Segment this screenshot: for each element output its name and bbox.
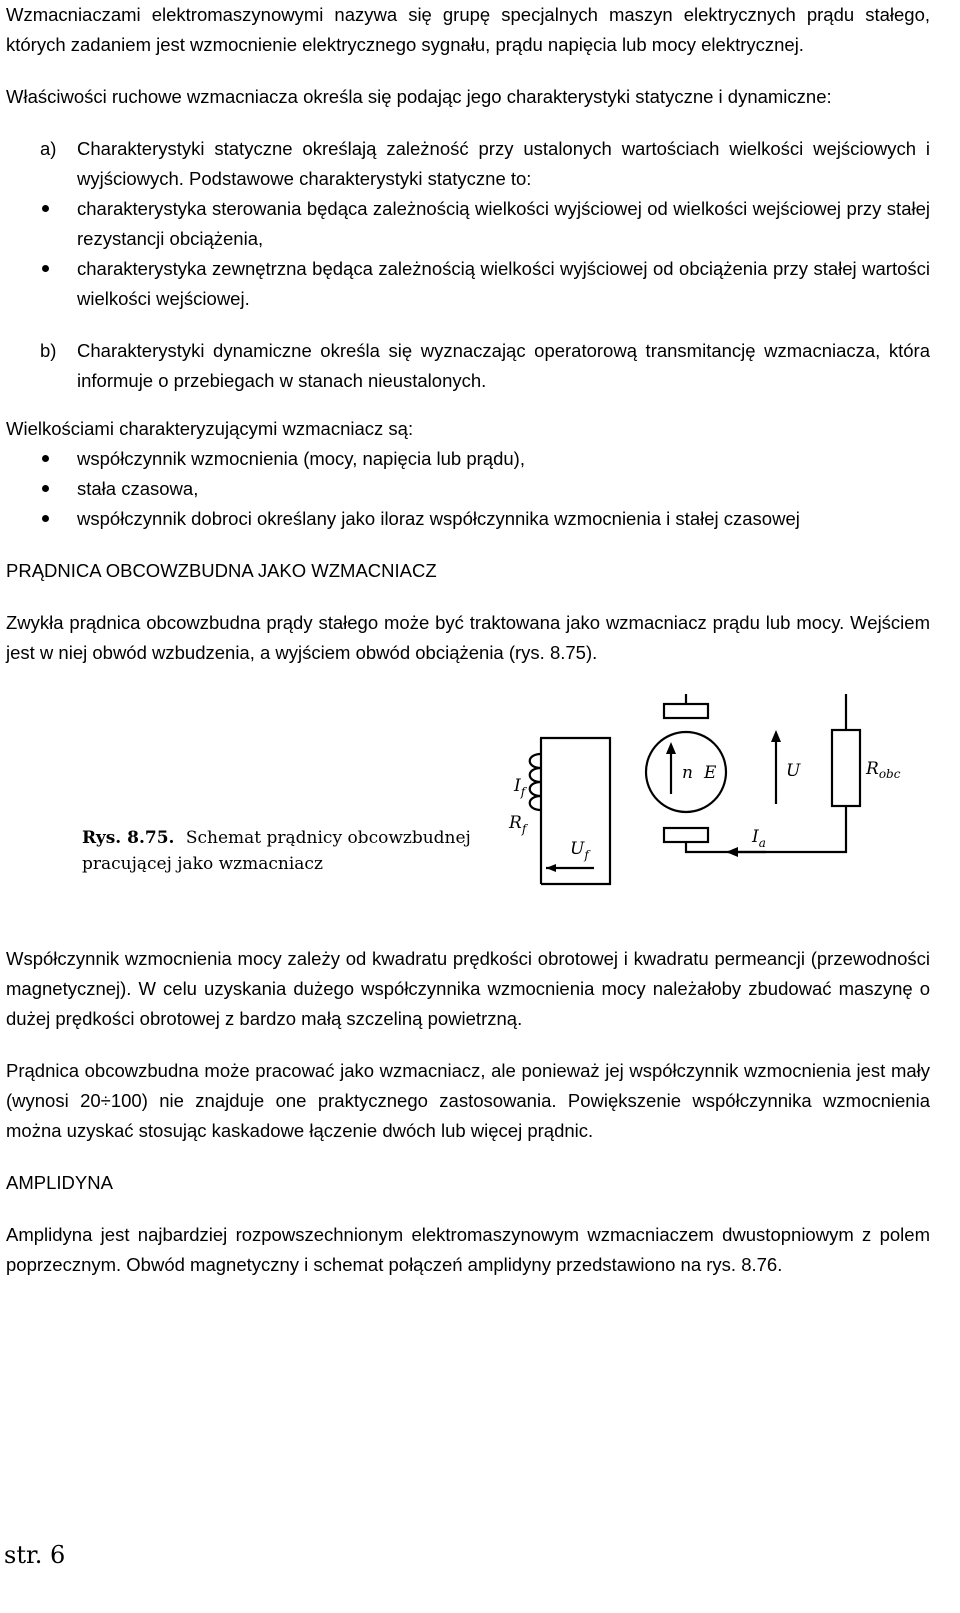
quantities-intro: Wielkościami charakteryzującymi wzmacniacz są: — [6, 418, 414, 439]
intro-paragraph: Wzmacniaczami elektromaszynowymi nazywa się grupę specjalnych maszyn elektrycznych prądu stałego, których zadaniem jest wzmocnienie elektrycznego sygnału, prądu napięcia lub mocy elektrycznej. — [6, 4, 930, 55]
load-resistor — [832, 730, 860, 806]
wire — [686, 806, 846, 852]
excitation-circuit — [530, 738, 610, 884]
generator-paragraph-1: Zwykła prądnica obcowzbudna prądy stałego może być traktowana jako wzmacniacz prądu lub mocy. Wejściem jest w niej obwód wzbudzenia, a wyjściem obwód obciążenia (rys. 8.75). — [6, 612, 930, 663]
figure-8-75 — [6, 694, 930, 930]
dynamic-characteristics — [6, 336, 930, 396]
label-u: U — [786, 761, 801, 781]
page-number: str. 6 — [4, 1541, 66, 1569]
label-e: E — [704, 763, 717, 783]
list-item: charakterystyka zewnętrzna będąca zależnością wielkości wyjściowej od obciążenia przy stałej wartości wielkości wejściowej. — [6, 254, 930, 314]
generator-paragraph-3: Prądnica obcowzbudna może pracować jako wzmacniacz, ale ponieważ jej współczynnik wzmocnienia jest mały (wynosi 20÷100) nie znajduje one praktycznego zastosowania. Powiększenie współczynnika wzmocnienia można uzyskać stosując kaskadowe łączenie dwóch lub więcej prądnic. — [6, 1060, 930, 1141]
bullet-icon — [6, 474, 77, 504]
wire — [686, 694, 846, 730]
label-rf: $R_f$ — [509, 813, 527, 836]
label-n: n — [682, 763, 693, 783]
list-label-a: a) — [40, 138, 57, 159]
static-characteristics — [6, 134, 930, 194]
generator-paragraph-2: Współczynnik wzmocnienia mocy zależy od kwadratu prędkości obrotowej i kwadratu permeancji (przewodności magnetycznej). W celu uzyskania dużego współczynnika wzmocnienia mocy należałoby zbudować maszynę o dużej prędkości obrotowej z bardzo małą szczeliną powietrzną. — [6, 948, 930, 1029]
properties-intro: Właściwości ruchowe wzmacniacza określa się podając jego charakterystyki statyczne i dynamiczne: — [6, 86, 832, 107]
list-item: stała czasowa, — [6, 474, 930, 504]
figure-caption-line2: pracującej jako wzmacniacz — [82, 854, 323, 874]
list-label-b: b) — [40, 340, 57, 361]
quantities-list — [6, 444, 930, 534]
bullet-icon — [6, 504, 77, 534]
bullet-icon — [6, 444, 77, 474]
section-heading-amplidyne: AMPLIDYNA — [6, 1172, 113, 1193]
ia-arrow-head — [726, 847, 738, 857]
dynamic-text: Charakterystyki dynamiczne określa się wyznaczając operatorową transmitancję wzmacniacza, która informuje o przebiegach w stanach nieustalonych. — [77, 340, 930, 391]
figure-caption-line1: Rys. 8.75. Schemat prądnicy obcowzbudnej — [82, 828, 471, 848]
label-if: $I_f$ — [514, 776, 526, 799]
brush-top — [664, 704, 708, 718]
u-arrow-head — [771, 730, 781, 742]
circuit-diagram — [6, 694, 930, 930]
list-item: charakterystyka sterowania będąca zależnością wielkości wyjściowej od wielkości wejściowej przy stałej rezystancji obciążenia, — [6, 194, 930, 254]
brush-bottom — [664, 828, 708, 842]
static-bullets — [6, 194, 930, 314]
amplidyne-paragraph-1: Amplidyna jest najbardziej rozpowszechnionym elektromaszynowym wzmacniaczem dwustopniowym z polem poprzecznym. Obwód magnetyczny i schemat połączeń amplidyny przedstawiono na rys. 8.76. — [6, 1224, 930, 1275]
coil — [530, 754, 541, 810]
bullet-icon — [6, 194, 77, 254]
list-item: współczynnik wzmocnienia (mocy, napięcia lub prądu), — [6, 444, 930, 474]
document-page — [6, 0, 930, 1280]
list-item: współczynnik dobroci określany jako iloraz współczynnika wzmocnienia i stałej czasowej — [6, 504, 930, 534]
bullet-icon — [6, 254, 77, 314]
label-robc: $R_{obc}$ — [866, 759, 901, 781]
label-ia: $I_a$ — [752, 827, 766, 850]
static-text: Charakterystyki statyczne określają zależność przy ustalonych wartościach wielkości wejściowych i wyjściowych. Podstawowe charakterystyki statyczne to: — [77, 138, 930, 189]
section-heading-generator: PRĄDNICA OBCOWZBUDNA JAKO WZMACNIACZ — [6, 560, 437, 581]
label-uf: $U_f$ — [570, 839, 589, 862]
rotation-arrow-head — [666, 742, 676, 754]
uf-arrow-head — [546, 864, 556, 872]
